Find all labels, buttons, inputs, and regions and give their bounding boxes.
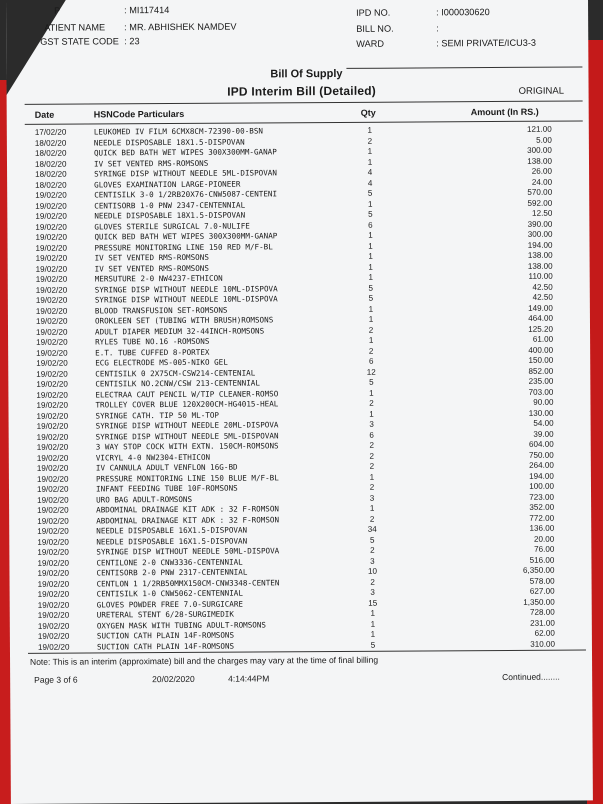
row-amount: 76.00 xyxy=(534,544,555,554)
row-amount: 235.00 xyxy=(528,376,554,386)
col-qty: Qty xyxy=(360,107,376,118)
row-qty: 34 xyxy=(367,524,377,534)
row-particulars: ABDOMINAL DRAINAGE KIT ADK : 32 F-ROMSON xyxy=(96,504,280,515)
bill-subtitle: IPD Interim Bill (Detailed) xyxy=(227,83,376,99)
row-qty: 2 xyxy=(369,451,375,461)
row-amount: 62.00 xyxy=(534,628,555,638)
row-particulars: IV CANNULA ADULT VENFLON 16G-BD xyxy=(95,462,238,473)
row-amount: 90.00 xyxy=(533,397,554,407)
row-date: 19/02/20 xyxy=(36,348,68,358)
row-particulars: QUICK BED BATH WET WIPES 300X300MM-GANAP xyxy=(94,231,278,242)
row-amount: 26.00 xyxy=(531,166,553,176)
row-date: 19/02/20 xyxy=(36,421,69,431)
row-date: 19/02/20 xyxy=(36,484,69,494)
row-qty: 5 xyxy=(370,535,375,545)
row-qty: 3 xyxy=(369,493,375,503)
row-qty: 3 xyxy=(370,587,375,597)
row-qty: 1 xyxy=(368,272,373,282)
row-date: 19/02/20 xyxy=(36,390,68,400)
row-date: 19/02/20 xyxy=(37,547,69,557)
row-qty: 5 xyxy=(368,209,373,219)
row-amount: 136.00 xyxy=(529,523,555,533)
row-date: 19/02/20 xyxy=(35,316,68,326)
row-particulars: SYRINGE DISP WITHOUT NEEDLE 50ML-DISPOVA xyxy=(96,546,280,557)
row-date: 19/02/20 xyxy=(36,411,69,421)
row-particulars: NEEDLE DISPOSABLE 16X1.5-DISPOVAN xyxy=(96,525,248,536)
row-qty: 12 xyxy=(366,367,376,377)
row-amount: 310.00 xyxy=(530,639,555,649)
row-date: 19/02/20 xyxy=(35,243,68,253)
row-particulars: MERSUTURE 2-0 NW4237-ETHICON xyxy=(94,273,223,284)
row-amount: 400.00 xyxy=(528,345,554,355)
row-amount: 194.00 xyxy=(529,471,554,481)
row-particulars: OROKLEEN SET (TUBING WITH BRUSH)ROMSONS xyxy=(94,315,274,326)
col-amount: Amount (In RS.) xyxy=(470,106,539,118)
row-date: 19/02/20 xyxy=(36,358,68,368)
row-qty: 1 xyxy=(367,157,373,167)
row-particulars: GLOVES EXAMINATION LARGE-PIONEER xyxy=(94,179,241,189)
header-bill-value: : xyxy=(436,23,439,34)
row-amount: 604.00 xyxy=(528,439,554,449)
row-particulars: ADULT DIAPER MEDIUM 32-44INCH-ROMSONS xyxy=(94,325,265,336)
row-amount: 42.50 xyxy=(532,292,553,302)
row-amount: 592.00 xyxy=(527,198,553,208)
row-qty: 2 xyxy=(368,325,374,335)
row-particulars: URETERAL STENT 6/28-SURGIMEDIK xyxy=(96,609,234,620)
row-particulars: INFANT FEEDING TUBE 10F-ROMSONS xyxy=(95,483,238,494)
row-amount: 125.20 xyxy=(528,324,554,334)
row-date: 19/02/20 xyxy=(37,505,69,515)
row-date: 19/02/20 xyxy=(37,589,70,599)
row-particulars: E.T. TUBE CUFFED 8-PORTEX xyxy=(95,347,210,357)
row-amount: 138.00 xyxy=(527,261,553,271)
row-amount: 194.00 xyxy=(527,240,553,250)
row-particulars: GLOVES STERILE SURGICAL 7.0-NULIFE xyxy=(94,221,250,231)
row-amount: 352.00 xyxy=(529,502,555,512)
row-date: 19/02/20 xyxy=(37,631,70,641)
row-particulars: NEEDLE DISPOSABLE 16X1.5-DISPOVAN xyxy=(96,536,248,546)
row-amount: 6,350.00 xyxy=(522,565,555,575)
row-amount: 61.00 xyxy=(532,334,554,344)
row-date: 19/02/20 xyxy=(37,516,69,526)
header-ward-value: : SEMI PRIVATE/ICU3-3 xyxy=(436,37,537,49)
row-qty: 1 xyxy=(368,304,374,314)
row-date: 18/02/20 xyxy=(35,169,67,179)
row-amount: 130.00 xyxy=(528,408,554,418)
row-date: 19/02/20 xyxy=(36,400,69,410)
row-qty: 2 xyxy=(370,577,375,587)
row-particulars: QUICK BED BATH WET WIPES 300X300MM-GANAP xyxy=(93,147,277,158)
row-date: 19/02/20 xyxy=(35,222,67,232)
row-qty: 4 xyxy=(367,167,373,177)
row-date: 19/02/20 xyxy=(37,600,70,610)
row-amount: 264.00 xyxy=(529,460,554,470)
row-qty: 1 xyxy=(369,409,374,419)
row-qty: 1 xyxy=(369,503,375,513)
row-date: 19/02/20 xyxy=(36,463,69,473)
row-amount: 772.00 xyxy=(529,513,555,523)
row-particulars: SYRINGE DISP WITHOUT NEEDLE 5ML-DISPOVAN xyxy=(95,430,279,441)
row-qty: 3 xyxy=(370,556,375,566)
row-particulars: IV SET VENTED RMS-ROMSONS xyxy=(94,263,209,273)
row-particulars: URO BAG ADULT-ROMSONS xyxy=(96,494,193,504)
row-date: 19/02/20 xyxy=(36,337,68,347)
row-amount: 149.00 xyxy=(528,303,553,313)
table-top-rule xyxy=(25,100,583,104)
row-particulars: ELECTRAA CAUT PENCIL W/TIP CLEANER-ROMSO xyxy=(95,388,279,399)
row-amount: 42.50 xyxy=(532,282,553,292)
row-date: 19/02/20 xyxy=(37,526,69,536)
row-qty: 6 xyxy=(368,356,374,366)
row-particulars: CENTILONE 2-0 CNW3336-CENTENNIAL xyxy=(96,557,243,567)
row-particulars: CENTISORB 2-0 PNW 2317-CENTENNIAL xyxy=(96,567,248,578)
print-time: 4:14:44PM xyxy=(228,673,270,684)
row-qty: 1 xyxy=(369,472,375,482)
row-particulars: CENTISILK 0 2X75CM-CSW214-CENTENIAL xyxy=(95,367,256,378)
row-amount: 5.00 xyxy=(536,135,552,145)
row-qty: 2 xyxy=(369,398,374,408)
row-date: 19/02/20 xyxy=(37,579,70,589)
row-date: 19/02/20 xyxy=(36,442,69,452)
header-patient-value: : MR. ABHISHEK NAMDEV xyxy=(124,21,237,33)
row-particulars: ECG ELECTRODE MS-005-NIKO GEL xyxy=(95,357,228,368)
row-amount: 138.00 xyxy=(527,156,553,166)
row-amount: 852.00 xyxy=(528,366,554,376)
row-date: 19/02/20 xyxy=(35,274,68,284)
row-date: 19/02/20 xyxy=(36,369,68,379)
row-date: 19/02/20 xyxy=(36,379,68,389)
row-qty: 5 xyxy=(368,283,374,293)
print-date: 20/02/2020 xyxy=(152,673,195,685)
row-particulars: SYRINGE DISP WITHOUT NEEDLE 20ML-DISPOVA xyxy=(95,420,279,431)
row-qty: 2 xyxy=(367,136,373,146)
row-particulars: SUCTION CATH PLAIN 14F-ROMSONS xyxy=(96,641,235,651)
row-particulars: OXYGEN MASK WITH TUBING ADULT-ROMSONS xyxy=(96,619,267,630)
header-gst-label: GST STATE CODE xyxy=(40,36,119,47)
row-qty: 1 xyxy=(368,314,374,324)
row-qty: 2 xyxy=(370,545,375,555)
row-date: 19/02/20 xyxy=(37,642,70,652)
row-qty: 1 xyxy=(367,146,373,156)
row-particulars: SYRINGE CATH. TIP 50 ML-TOP xyxy=(95,410,220,420)
interim-note: Note: This is an interim (approximate) bill and the charges may vary at the time of final billing xyxy=(30,654,379,667)
row-date: 19/02/20 xyxy=(35,232,67,242)
row-date: 19/02/20 xyxy=(37,568,70,578)
row-particulars: TROLLEY COVER BLUE 120X200CM-HG4015-HEAL xyxy=(95,399,279,410)
page-number: Page 3 of 6 xyxy=(34,674,78,685)
col-particulars: HSNCode Particulars xyxy=(93,108,185,120)
row-date: 19/02/20 xyxy=(35,211,67,221)
row-amount: 1,350.00 xyxy=(523,597,555,607)
row-amount: 703.00 xyxy=(528,387,554,397)
row-amount: 723.00 xyxy=(529,492,555,502)
row-qty: 15 xyxy=(368,598,378,608)
row-amount: 20.00 xyxy=(534,534,555,544)
row-particulars: IV SET VENTED RMS-ROMSONS xyxy=(93,158,209,168)
continued-label: Continued........ xyxy=(502,671,560,682)
row-amount: 12.50 xyxy=(532,208,553,218)
row-amount: 150.00 xyxy=(528,355,554,365)
row-date: 19/02/20 xyxy=(35,295,68,305)
col-date: Date xyxy=(34,109,55,120)
row-amount: 39.00 xyxy=(533,429,554,439)
row-particulars: NEEDLE DISPOSABLE 18X1.5-DISPOVAN xyxy=(93,137,245,147)
row-qty: 3 xyxy=(369,419,374,429)
row-date: 19/02/20 xyxy=(35,201,67,211)
row-qty: 6 xyxy=(368,220,373,230)
row-qty: 2 xyxy=(369,440,375,450)
row-particulars: SYRINGE DISP WITHOUT NEEDLE 10ML-DISPOVA xyxy=(94,283,278,294)
row-amount: 750.00 xyxy=(528,450,554,460)
bill-title: Bill Of Supply xyxy=(270,67,343,81)
row-date: 19/02/20 xyxy=(36,453,69,463)
header-p-label: P xyxy=(54,5,61,16)
row-amount: 516.00 xyxy=(529,555,555,565)
row-particulars: 3 WAY STOP COCK WITH EXTN. 150CM-ROMSONS xyxy=(95,441,279,452)
row-date: 19/02/20 xyxy=(36,327,68,337)
row-amount: 231.00 xyxy=(530,618,555,628)
row-date: 18/02/20 xyxy=(35,180,67,190)
row-date: 19/02/20 xyxy=(35,253,68,263)
header-bill-label: BILL NO. xyxy=(356,23,394,34)
row-particulars: IV SET VENTED RMS-ROMSONS xyxy=(94,252,209,263)
row-particulars: LEUKOMED IV FILM 6CMX8CM-72390-00-BSN xyxy=(93,126,264,137)
row-qty: 2 xyxy=(369,482,375,492)
row-date: 18/02/20 xyxy=(34,138,67,148)
row-amount: 728.00 xyxy=(529,607,555,617)
row-qty: 2 xyxy=(369,514,375,524)
header-p-value: : MI117414 xyxy=(124,5,170,16)
row-amount: 121.00 xyxy=(527,124,552,134)
row-qty: 1 xyxy=(367,199,373,209)
row-amount: 110.00 xyxy=(528,271,553,281)
row-particulars: CENTISILK 3-0 1/2RB20X76-CNW5087-CENTENI xyxy=(94,189,278,200)
row-date: 19/02/20 xyxy=(35,264,68,274)
row-date: 19/02/20 xyxy=(37,537,69,547)
row-amount: 300.00 xyxy=(527,229,553,239)
row-particulars: CENTLON 1 1/2RB50MMX150CM-CNW3348-CENTEN xyxy=(96,577,280,588)
row-qty: 1 xyxy=(370,608,376,618)
row-particulars: PRESSURE MONITORING LINE 150 BLUE M/F-BL xyxy=(95,472,279,483)
row-amount: 464.00 xyxy=(528,313,553,323)
header-ipd-value: : I000030620 xyxy=(436,7,490,18)
row-qty: 1 xyxy=(368,251,373,261)
row-date: 19/02/20 xyxy=(37,621,70,631)
row-date: 19/02/20 xyxy=(36,432,69,442)
row-qty: 2 xyxy=(368,346,374,356)
row-date: 19/02/20 xyxy=(35,285,68,295)
row-date: 19/02/20 xyxy=(37,495,69,505)
row-particulars: PRESSURE MONITORING LINE 150 RED M/F-BL xyxy=(94,241,273,252)
row-qty: 1 xyxy=(370,629,376,639)
row-qty: 5 xyxy=(370,640,376,650)
header-patient-label: ATIENT NAME xyxy=(44,22,106,33)
row-qty: 5 xyxy=(368,293,374,303)
row-qty: 1 xyxy=(368,262,373,272)
row-particulars: CENTISILK 1-0 CNW5062-CENTENNIAL xyxy=(96,588,243,599)
row-amount: 390.00 xyxy=(527,219,553,229)
row-amount: 570.00 xyxy=(527,187,553,197)
header-ipd-label: IPD NO. xyxy=(356,7,391,18)
row-date: 19/02/20 xyxy=(36,474,69,484)
row-date: 18/02/20 xyxy=(34,148,67,158)
row-date: 19/02/20 xyxy=(35,306,68,316)
row-date: 19/02/20 xyxy=(37,558,69,568)
row-particulars: CENTISILK NO.2CNW/CSW 213-CENTENNIAL xyxy=(95,378,260,389)
row-particulars: VICRYL 4-0 NW2304-ETHICON xyxy=(95,452,211,462)
row-qty: 1 xyxy=(367,125,373,135)
header-gst-value: : 23 xyxy=(124,36,140,47)
row-particulars: RYLES TUBE NO.16 -ROMSONS xyxy=(95,336,210,347)
row-amount: 24.00 xyxy=(531,177,553,187)
row-amount: 54.00 xyxy=(533,418,554,428)
row-date: 17/02/20 xyxy=(34,127,67,137)
row-particulars: SYRINGE DISP WITHOUT NEEDLE 5ML-DISPOVAN xyxy=(94,168,277,179)
bill-page xyxy=(6,0,593,804)
row-qty: 4 xyxy=(367,178,373,188)
row-particulars: CENTISORB 1-0 PNW 2347-CENTENNIAL xyxy=(94,200,246,210)
row-amount: 300.00 xyxy=(527,145,552,155)
row-qty: 1 xyxy=(368,335,374,345)
row-date: 19/02/20 xyxy=(35,190,67,200)
row-particulars: GLOVES POWDER FREE 7.0-SURGICARE xyxy=(96,599,244,609)
row-qty: 5 xyxy=(367,188,373,198)
row-qty: 1 xyxy=(370,619,376,629)
row-particulars: NEEDLE DISPOSABLE 18X1.5-DISPOVAN xyxy=(94,210,246,221)
row-amount: 627.00 xyxy=(529,586,555,596)
row-particulars: ABDOMINAL DRAINAGE KIT ADK : 32 F-ROMSON xyxy=(96,514,280,525)
row-date: 18/02/20 xyxy=(34,159,67,169)
row-qty: 2 xyxy=(369,461,375,471)
row-qty: 1 xyxy=(368,241,373,251)
row-amount: 578.00 xyxy=(529,576,555,586)
row-particulars: SYRINGE DISP WITHOUT NEEDLE 10ML-DISPOVA xyxy=(94,294,278,305)
row-particulars: SUCTION CATH PLAIN 14F-ROMSONS xyxy=(96,630,235,641)
row-amount: 138.00 xyxy=(527,250,553,260)
header-ward-label: WARD xyxy=(356,38,385,49)
row-date: 19/02/20 xyxy=(37,610,70,620)
original-label: ORIGINAL xyxy=(518,85,565,97)
row-particulars: BLOOD TRANSFUSION SET-ROMSONS xyxy=(94,305,228,315)
row-qty: 1 xyxy=(368,230,373,240)
row-qty: 10 xyxy=(367,566,378,576)
row-qty: 1 xyxy=(369,388,374,398)
row-qty: 5 xyxy=(369,377,374,387)
bill-items xyxy=(7,124,600,653)
row-qty: 6 xyxy=(369,430,374,440)
row-amount: 100.00 xyxy=(529,481,555,491)
